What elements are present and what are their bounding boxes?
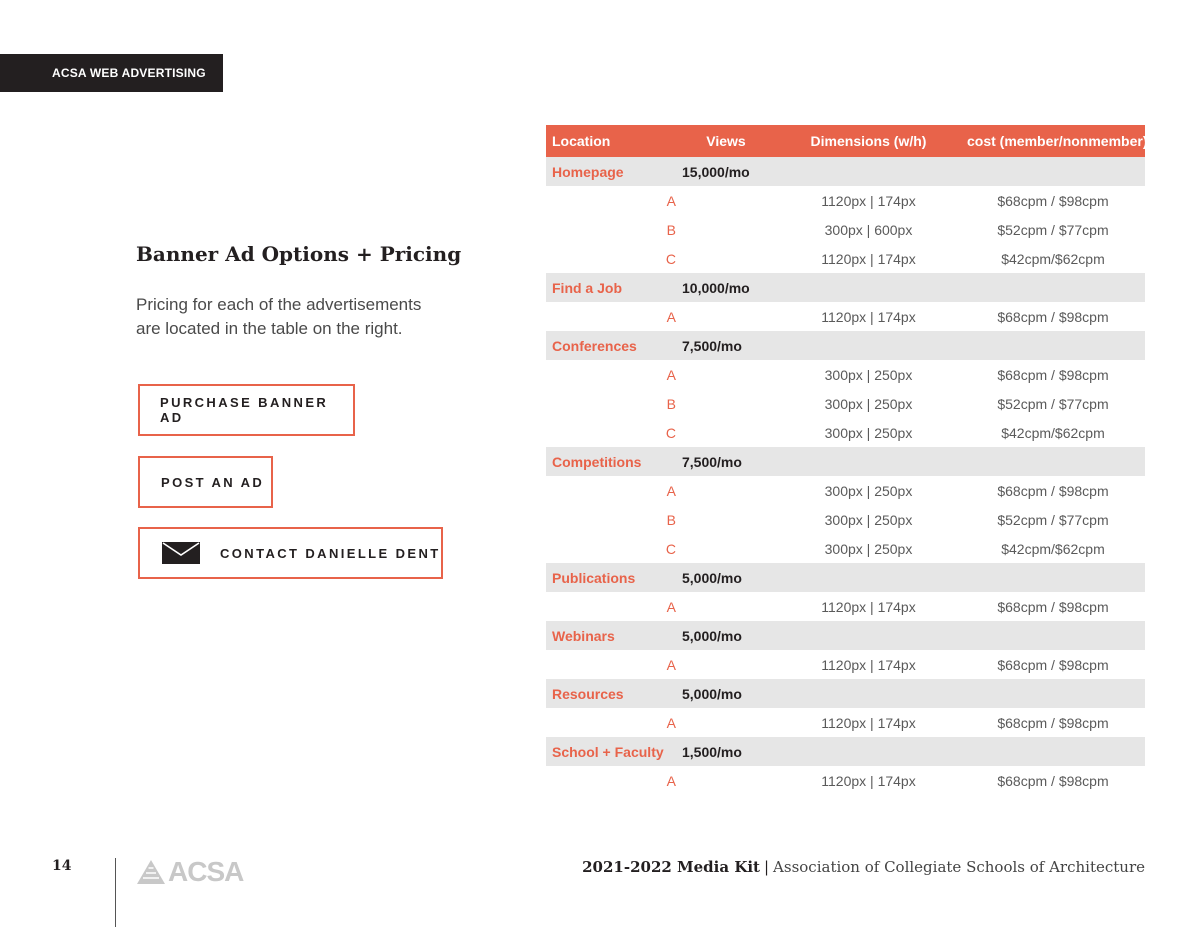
views-cell: 5,000/mo xyxy=(676,563,776,592)
table-row xyxy=(546,418,1145,447)
empty-cell xyxy=(776,563,961,592)
contact-danielle-dent-label: CONTACT DANIELLE DENT xyxy=(220,545,441,561)
table-row-group xyxy=(546,331,1145,360)
post-an-ad-button[interactable] xyxy=(138,456,273,508)
cost-cell: $42cpm/$62cpm xyxy=(961,418,1145,447)
option-label-cell: A xyxy=(546,708,676,737)
location-cell: Resources xyxy=(546,679,676,708)
empty-cell xyxy=(676,418,776,447)
acsa-logo xyxy=(136,856,243,888)
empty-cell xyxy=(676,360,776,389)
empty-cell xyxy=(776,331,961,360)
empty-cell xyxy=(961,157,1145,186)
cost-cell: $52cpm / $77cpm xyxy=(961,505,1145,534)
organization-name: Association of Collegiate Schools of Architecture xyxy=(773,858,1145,876)
views-cell: 5,000/mo xyxy=(676,679,776,708)
purchase-banner-ad-button[interactable] xyxy=(138,384,355,436)
option-label-cell: A xyxy=(546,302,676,331)
option-label-cell: A xyxy=(546,592,676,621)
empty-cell xyxy=(776,679,961,708)
footer-credit xyxy=(582,858,1145,876)
empty-cell xyxy=(676,534,776,563)
column-header-dimensions: Dimensions (w/h) xyxy=(776,125,961,157)
dimensions-cell: 300px | 250px xyxy=(776,505,961,534)
table-row xyxy=(546,505,1145,534)
dimensions-cell: 300px | 250px xyxy=(776,418,961,447)
page-title: Banner Ad Options + Pricing xyxy=(136,242,462,266)
empty-cell xyxy=(676,476,776,505)
empty-cell xyxy=(676,215,776,244)
cost-cell: $68cpm / $98cpm xyxy=(961,360,1145,389)
views-cell: 10,000/mo xyxy=(676,273,776,302)
table-row-group xyxy=(546,679,1145,708)
footer-separator: | xyxy=(763,858,770,876)
empty-cell xyxy=(676,244,776,273)
option-label-cell: A xyxy=(546,360,676,389)
empty-cell xyxy=(776,157,961,186)
dimensions-cell: 300px | 250px xyxy=(776,534,961,563)
location-cell: School + Faculty xyxy=(546,737,676,766)
table-row xyxy=(546,592,1145,621)
empty-cell xyxy=(961,621,1145,650)
empty-cell xyxy=(776,737,961,766)
dimensions-cell: 1120px | 174px xyxy=(776,244,961,273)
table-row-group xyxy=(546,157,1145,186)
empty-cell xyxy=(676,302,776,331)
table-row xyxy=(546,302,1145,331)
footer-divider xyxy=(115,858,116,927)
table-row xyxy=(546,476,1145,505)
mail-icon xyxy=(162,542,200,564)
views-cell: 7,500/mo xyxy=(676,447,776,476)
contact-danielle-dent-button[interactable] xyxy=(138,527,443,579)
views-cell: 15,000/mo xyxy=(676,157,776,186)
dimensions-cell: 300px | 250px xyxy=(776,476,961,505)
pricing-table xyxy=(546,125,1148,795)
location-cell: Find a Job xyxy=(546,273,676,302)
views-cell: 1,500/mo xyxy=(676,737,776,766)
table-row xyxy=(546,389,1145,418)
table-row xyxy=(546,215,1145,244)
cost-cell: $68cpm / $98cpm xyxy=(961,650,1145,679)
column-header-views: Views xyxy=(676,125,776,157)
cost-cell: $68cpm / $98cpm xyxy=(961,708,1145,737)
location-cell: Competitions xyxy=(546,447,676,476)
section-tag: ACSA WEB ADVERTISING xyxy=(0,54,223,92)
empty-cell xyxy=(676,592,776,621)
cost-cell: $42cpm/$62cpm xyxy=(961,244,1145,273)
empty-cell xyxy=(961,447,1145,476)
table-header-row xyxy=(546,125,1145,157)
location-cell: Publications xyxy=(546,563,676,592)
column-header-cost: cost (member/nonmember) xyxy=(961,125,1145,157)
empty-cell xyxy=(676,708,776,737)
empty-cell xyxy=(961,679,1145,708)
empty-cell xyxy=(776,273,961,302)
page-number: 14 xyxy=(52,858,72,874)
empty-cell xyxy=(676,389,776,418)
location-cell: Webinars xyxy=(546,621,676,650)
empty-cell xyxy=(676,650,776,679)
views-cell: 7,500/mo xyxy=(676,331,776,360)
table-row-group xyxy=(546,737,1145,766)
dimensions-cell: 1120px | 174px xyxy=(776,186,961,215)
dimensions-cell: 1120px | 174px xyxy=(776,592,961,621)
empty-cell xyxy=(776,447,961,476)
purchase-banner-ad-label: PURCHASE BANNER AD xyxy=(160,395,329,425)
table-row-group xyxy=(546,563,1145,592)
option-label-cell: A xyxy=(546,476,676,505)
dimensions-cell: 300px | 250px xyxy=(776,389,961,418)
table-row-group xyxy=(546,273,1145,302)
table-row xyxy=(546,244,1145,273)
post-an-ad-label: POST AN AD xyxy=(161,474,265,490)
column-header-location: Location xyxy=(546,125,676,157)
empty-cell xyxy=(676,766,776,795)
cost-cell: $68cpm / $98cpm xyxy=(961,186,1145,215)
dimensions-cell: 1120px | 174px xyxy=(776,302,961,331)
dimensions-cell: 1120px | 174px xyxy=(776,708,961,737)
empty-cell xyxy=(961,563,1145,592)
option-label-cell: A xyxy=(546,766,676,795)
cost-cell: $42cpm/$62cpm xyxy=(961,534,1145,563)
table-row xyxy=(546,708,1145,737)
cost-cell: $68cpm / $98cpm xyxy=(961,592,1145,621)
dimensions-cell: 1120px | 174px xyxy=(776,650,961,679)
option-label-cell: B xyxy=(546,215,676,244)
location-cell: Homepage xyxy=(546,157,676,186)
intro-text: Pricing for each of the advertisements are located in the table on the right. xyxy=(136,295,422,338)
acsa-logo-icon xyxy=(136,859,166,885)
empty-cell xyxy=(676,186,776,215)
location-cell: Conferences xyxy=(546,331,676,360)
table-row xyxy=(546,360,1145,389)
option-label-cell: A xyxy=(546,186,676,215)
cost-cell: $52cpm / $77cpm xyxy=(961,389,1145,418)
logo-text: ACSA xyxy=(168,856,244,887)
cost-cell: $68cpm / $98cpm xyxy=(961,766,1145,795)
option-label-cell: B xyxy=(546,389,676,418)
media-kit-label: 2021-2022 Media Kit xyxy=(582,858,760,876)
table-row xyxy=(546,186,1145,215)
table-row xyxy=(546,650,1145,679)
empty-cell xyxy=(961,331,1145,360)
dimensions-cell: 300px | 600px xyxy=(776,215,961,244)
empty-cell xyxy=(676,505,776,534)
empty-cell xyxy=(776,621,961,650)
cost-cell: $52cpm / $77cpm xyxy=(961,215,1145,244)
cost-cell: $68cpm / $98cpm xyxy=(961,302,1145,331)
table-row xyxy=(546,534,1145,563)
dimensions-cell: 1120px | 174px xyxy=(776,766,961,795)
empty-cell xyxy=(961,273,1145,302)
option-label-cell: C xyxy=(546,244,676,273)
table-row-group xyxy=(546,447,1145,476)
dimensions-cell: 300px | 250px xyxy=(776,360,961,389)
option-label-cell: C xyxy=(546,534,676,563)
option-label-cell: A xyxy=(546,650,676,679)
cost-cell: $68cpm / $98cpm xyxy=(961,476,1145,505)
table-row xyxy=(546,766,1145,795)
option-label-cell: C xyxy=(546,418,676,447)
option-label-cell: B xyxy=(546,505,676,534)
views-cell: 5,000/mo xyxy=(676,621,776,650)
empty-cell xyxy=(961,737,1145,766)
table-row-group xyxy=(546,621,1145,650)
